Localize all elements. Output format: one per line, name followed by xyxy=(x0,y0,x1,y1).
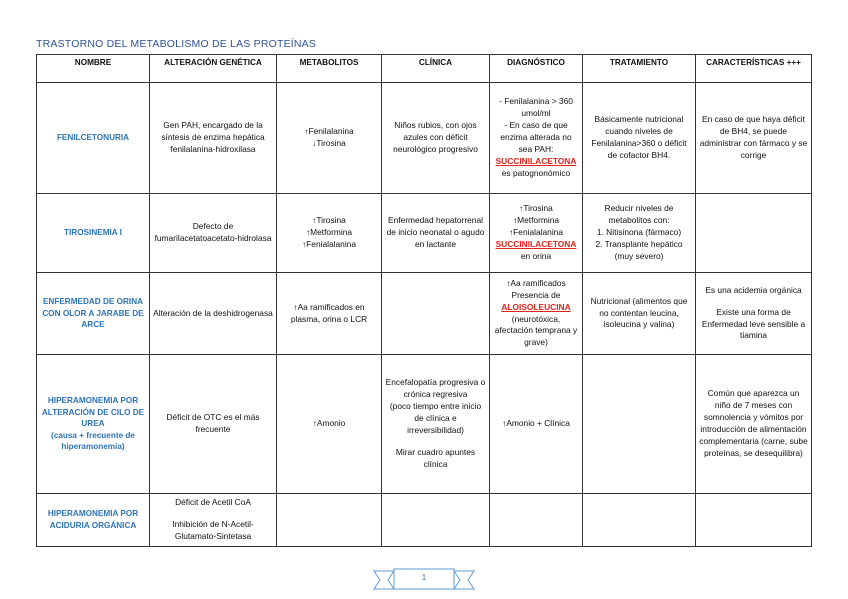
cell-text: ↑Amonio xyxy=(312,418,346,429)
name-text: ENFERMEDAD DE ORINA CON OLOR A JARABE DE ARCE xyxy=(42,297,144,330)
caracteristicas-cell xyxy=(696,494,812,547)
cell-text: ↑Fenialalanina xyxy=(508,227,563,238)
diagnostico-cell xyxy=(490,273,583,355)
page-footer xyxy=(372,567,476,593)
metabolitos-cell xyxy=(277,273,382,355)
cell-text: Básicamente nutricional cuando niveles de Fenilalanina>360 o déficit de cofactor BH4. xyxy=(591,114,687,160)
name-cell xyxy=(37,494,150,547)
cell-text: Enfermedad hepatorrenal de inicio neonatal o agudo en lactante xyxy=(386,215,485,249)
cell-text: Alteración de la deshidrogenasa xyxy=(153,307,273,318)
diagnostico-cell xyxy=(490,355,583,494)
clinica-cell xyxy=(382,494,490,547)
header-tratamiento: TRATAMIENTO xyxy=(583,55,696,83)
metabolitos-cell xyxy=(277,355,382,494)
header-row xyxy=(37,55,812,83)
cell-text: Existe una forma de Enfermedad leve sensible a tiamina xyxy=(701,306,806,341)
cell-text: 2. Transplante hepático (muy severo) xyxy=(595,238,683,261)
alteracion-cell xyxy=(150,83,277,194)
cell-text: Común que aparezca un niño de 7 meses con somnolencia y vómitos por introducción de alimentación complementaria (carne, sube proteínas, se desequilibra) xyxy=(699,388,808,458)
header-caracteristicas: CARACTERÍSTICAS +++ xyxy=(696,55,812,83)
table-row xyxy=(37,355,812,494)
cell-text: Reducir niveles de metabolitos con: xyxy=(604,203,674,226)
tratamiento-cell xyxy=(583,83,696,194)
tratamiento-cell xyxy=(583,273,696,355)
cell-text: 1. Nitisinona (fármaco) xyxy=(596,227,682,238)
cell-text: ↑Amonio + Clínica xyxy=(502,418,570,429)
clinica-cell xyxy=(382,273,490,355)
cell-text: - En caso de que enzima alterada no sea PAH: xyxy=(500,120,572,154)
cell-text: ↑Aa ramificados en plasma, orina o LCR xyxy=(290,301,368,324)
tratamiento-cell xyxy=(583,194,696,273)
clinica-cell xyxy=(382,194,490,273)
header-nombre: NOMBRE xyxy=(37,55,150,83)
diagnostico-cell xyxy=(490,494,583,547)
cell-text: ↑Metformina xyxy=(305,227,353,238)
cell-text: (neurotóxica, afectación temprana y grave) xyxy=(494,313,578,348)
cell-text: ↑Tirosina xyxy=(312,215,346,226)
metabolitos-cell xyxy=(277,494,382,547)
diagnostico-cell xyxy=(490,194,583,273)
cell-text: ↑Fenilalanina xyxy=(304,126,354,137)
diagnostico-cell xyxy=(490,83,583,194)
name-text: TIROSINEMIA I xyxy=(64,228,122,238)
cell-text: en orina xyxy=(520,250,552,261)
metabolitos-cell xyxy=(277,194,382,273)
metabolitos-cell xyxy=(277,83,382,194)
clinica-cell xyxy=(382,355,490,494)
highlight-text: SUCCINILACETONA xyxy=(495,155,577,166)
header-metabolitos: METABOLITOS xyxy=(277,55,382,83)
cell-text: ↑Aa ramificados xyxy=(506,277,566,288)
alteracion-cell xyxy=(150,355,277,494)
highlight-text: ALOISOLEUCINA xyxy=(501,301,571,312)
cell-text: Nutricional (alimentos que no contentan leucina, isoleucina y valina) xyxy=(590,295,688,330)
cell-text: Déficit de OTC es el más frecuente xyxy=(166,412,260,434)
table-row xyxy=(37,194,812,273)
name-text: FENILCETONURIA xyxy=(56,133,130,143)
header-alteracion: ALTERACIÓN GENÉTICA xyxy=(150,55,277,83)
cell-text: Defecto de fumarilacetatoacetato-hidrolasa xyxy=(154,221,272,243)
tratamiento-cell xyxy=(583,355,696,494)
table-row xyxy=(37,273,812,355)
tratamiento-cell xyxy=(583,494,696,547)
caracteristicas-cell xyxy=(696,194,812,273)
alteracion-cell xyxy=(150,273,277,355)
page-number: 1 xyxy=(421,573,427,582)
cell-text: Niños rubios, con ojos azules con déficit neurológico progresivo xyxy=(393,120,478,154)
document-title: TRASTORNO DEL METABOLISMO DE LAS PROTEÍNAS xyxy=(36,38,317,50)
name-text: HIPERAMONEMIA POR ACIDURIA ORGÁNICA xyxy=(47,509,139,530)
alteracion-cell xyxy=(150,494,277,547)
cell-text: ↑Fenialalanina xyxy=(301,238,356,249)
caracteristicas-cell xyxy=(696,273,812,355)
cell-text: Encefalopatía progresiva o crónica regresiva xyxy=(385,377,486,400)
table-row xyxy=(37,494,812,547)
cell-text: Mirar cuadro apuntes clínica xyxy=(395,446,476,469)
caracteristicas-cell xyxy=(696,83,812,194)
name-subtext: (causa + frecuente de hiperamonemia) xyxy=(51,430,135,452)
metabolism-table xyxy=(36,54,812,547)
cell-text: (poco tiempo entre inicio de clínica e irreversibilidad) xyxy=(389,401,482,435)
cell-text: Es una acidemia orgánica xyxy=(705,284,802,295)
cell-text: Inhibición de N-Acetil-Glutamato-Sintetasa xyxy=(172,519,254,541)
name-cell xyxy=(37,273,150,355)
name-cell xyxy=(37,83,150,194)
clinica-cell xyxy=(382,83,490,194)
cell-text: Gen PAH, encargado de la síntesis de enzima hepática fenilalanina-hidroxilasa xyxy=(161,120,265,154)
cell-text: es patognonómico xyxy=(501,167,571,178)
cell-text: Presencia de xyxy=(511,289,561,300)
cell-text: Déficit de Acetil CoA xyxy=(175,497,251,508)
cell-text: En caso de que haya déficit de BH4, se puede administrar con fármaco y se corrige xyxy=(699,114,808,160)
name-cell xyxy=(37,194,150,273)
alteracion-cell xyxy=(150,194,277,273)
highlight-text: SUCCINILACETONA xyxy=(495,238,577,249)
cell-text: ↑Metformina xyxy=(512,215,560,226)
header-diagnostico: DIAGNÓSTICO xyxy=(490,55,583,83)
cell-text: ↓Tirosina xyxy=(312,138,346,148)
name-text: HIPERAMONEMIA POR ALTERACIÓN DE CILO DE UREA xyxy=(41,395,145,429)
cell-text: - Fenilalanina > 360 umol/ml xyxy=(499,96,573,119)
header-clinica: CLÍNICA xyxy=(382,55,490,83)
name-cell xyxy=(37,355,150,494)
caracteristicas-cell xyxy=(696,355,812,494)
cell-text: ↑Tirosina xyxy=(519,203,553,214)
table-row xyxy=(37,83,812,194)
